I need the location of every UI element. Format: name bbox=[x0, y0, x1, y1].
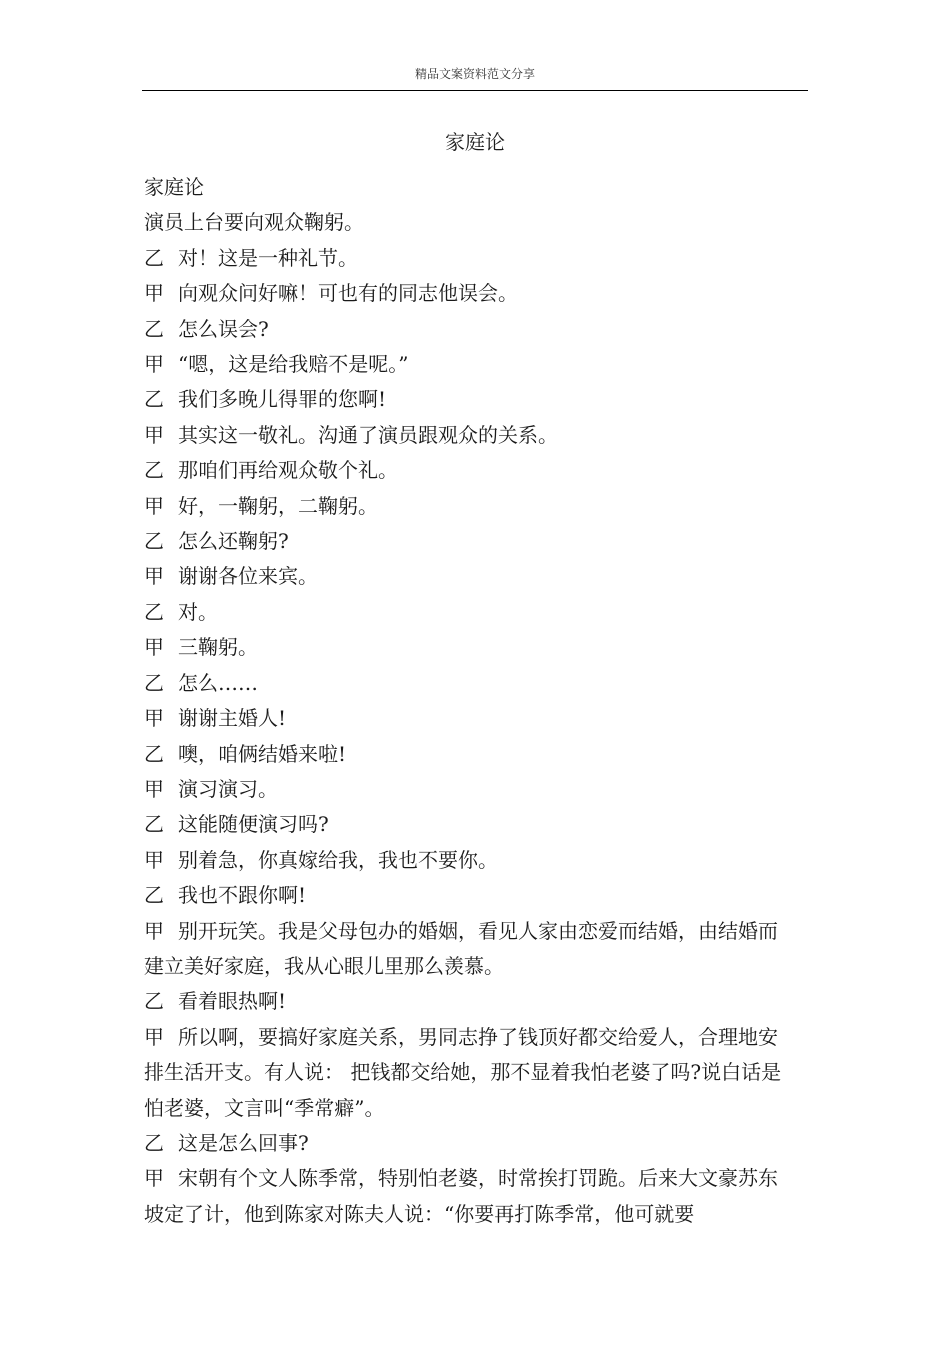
dialogue-line bbox=[144, 772, 784, 807]
speaker-label: 甲 bbox=[144, 281, 164, 306]
dialogue-line bbox=[144, 418, 784, 453]
line-text: 这是怎么回事? bbox=[178, 1130, 309, 1155]
page-header: 精品文案资料范文分享 bbox=[414, 67, 535, 81]
document-title: 家庭论 bbox=[445, 130, 505, 154]
speaker-label: 乙 bbox=[144, 458, 164, 483]
line-text: 宋朝有个文人陈季常，特别怕老婆，时常挨打罚跪。后来大文豪苏东坡定了计，他到陈家对陈夫人说：“你要再打陈季常，他可就要 bbox=[144, 1166, 778, 1226]
speaker-label: 甲 bbox=[144, 1024, 164, 1049]
dialogue-line bbox=[144, 984, 784, 1019]
dialogue-line bbox=[144, 1161, 784, 1232]
line-text: 所以啊，要搞好家庭关系，男同志挣了钱顶好都交给爱人，合理地安排生活开支。有人说： 把钱都交给她，那不显着我怕老婆了吗?说白话是怕老婆，文言叫“季常癖”。 bbox=[144, 1024, 782, 1120]
line-text: 谢谢主婚人! bbox=[178, 706, 287, 731]
line-text: 怎么…… bbox=[178, 670, 258, 695]
line-text: “嗯，这是给我赔不是呢。” bbox=[178, 352, 409, 377]
line-text: 看着眼热啊! bbox=[178, 989, 287, 1014]
dialogue-line bbox=[144, 347, 784, 382]
line-text: 对。 bbox=[178, 599, 218, 624]
line-text: 谢谢各位来宾。 bbox=[178, 564, 318, 589]
dialogue-line bbox=[144, 1126, 784, 1161]
dialogue-line bbox=[144, 843, 784, 878]
dialogue-line bbox=[144, 878, 784, 913]
dialogue-line bbox=[144, 807, 784, 842]
dialogue-line bbox=[144, 453, 784, 488]
speaker-label: 乙 bbox=[144, 1130, 164, 1155]
line-text: 我们多晚儿得罪的您啊! bbox=[178, 387, 387, 412]
speaker-label: 乙 bbox=[144, 245, 164, 270]
document-body bbox=[144, 170, 784, 1232]
dialogue-line bbox=[144, 489, 784, 524]
dialogue-line bbox=[144, 595, 784, 630]
speaker-label: 甲 bbox=[144, 847, 164, 872]
line-text: 怎么误会? bbox=[178, 316, 269, 341]
speaker-label: 乙 bbox=[144, 883, 164, 908]
line-text: 噢，咱俩结婚来啦! bbox=[178, 741, 347, 766]
paragraph bbox=[144, 170, 784, 205]
line-text: 我也不跟你啊! bbox=[178, 883, 307, 908]
line-text: 向观众问好嘛！可也有的同志他误会。 bbox=[178, 281, 518, 306]
paragraph bbox=[144, 205, 784, 240]
speaker-label: 乙 bbox=[144, 316, 164, 341]
speaker-label: 甲 bbox=[144, 1166, 164, 1191]
speaker-label: 乙 bbox=[144, 387, 164, 412]
dialogue-line bbox=[144, 276, 784, 311]
line-text: 怎么还鞠躬? bbox=[178, 529, 289, 554]
dialogue-line bbox=[144, 559, 784, 594]
line-text: 这能随便演习吗? bbox=[178, 812, 329, 837]
dialogue-line bbox=[144, 524, 784, 559]
line-text: 演员上台要向观众鞠躬。 bbox=[144, 210, 364, 235]
dialogue-line bbox=[144, 737, 784, 772]
line-text: 好，一鞠躬，二鞠躬。 bbox=[178, 493, 378, 518]
speaker-label: 乙 bbox=[144, 741, 164, 766]
speaker-label: 甲 bbox=[144, 706, 164, 731]
speaker-label: 甲 bbox=[144, 493, 164, 518]
dialogue-line bbox=[144, 701, 784, 736]
speaker-label: 甲 bbox=[144, 635, 164, 660]
speaker-label: 乙 bbox=[144, 529, 164, 554]
line-text: 家庭论 bbox=[144, 175, 204, 199]
header-divider bbox=[142, 90, 808, 91]
dialogue-line bbox=[144, 1020, 784, 1126]
dialogue-line bbox=[144, 312, 784, 347]
speaker-label: 乙 bbox=[144, 599, 164, 624]
dialogue-line bbox=[144, 630, 784, 665]
line-text: 那咱们再给观众敬个礼。 bbox=[178, 458, 398, 483]
line-text: 演习演习。 bbox=[178, 776, 278, 801]
speaker-label: 甲 bbox=[144, 564, 164, 589]
line-text: 三鞠躬。 bbox=[178, 635, 258, 660]
line-text: 别开玩笑。我是父母包办的婚姻，看见人家由恋爱而结婚，由结婚而建立美好家庭，我从心眼儿里那么羡慕。 bbox=[144, 918, 778, 978]
line-text: 其实这一敬礼。沟通了演员跟观众的关系。 bbox=[178, 422, 558, 447]
line-text: 别着急，你真嫁给我，我也不要你。 bbox=[178, 847, 498, 872]
speaker-label: 乙 bbox=[144, 812, 164, 837]
speaker-label: 甲 bbox=[144, 776, 164, 801]
dialogue-line bbox=[144, 382, 784, 417]
speaker-label: 甲 bbox=[144, 352, 164, 377]
line-text: 对！这是一种礼节。 bbox=[178, 245, 358, 270]
speaker-label: 甲 bbox=[144, 918, 164, 943]
speaker-label: 乙 bbox=[144, 670, 164, 695]
dialogue-line bbox=[144, 666, 784, 701]
dialogue-line bbox=[144, 914, 784, 985]
speaker-label: 甲 bbox=[144, 422, 164, 447]
dialogue-line bbox=[144, 241, 784, 276]
speaker-label: 乙 bbox=[144, 989, 164, 1014]
